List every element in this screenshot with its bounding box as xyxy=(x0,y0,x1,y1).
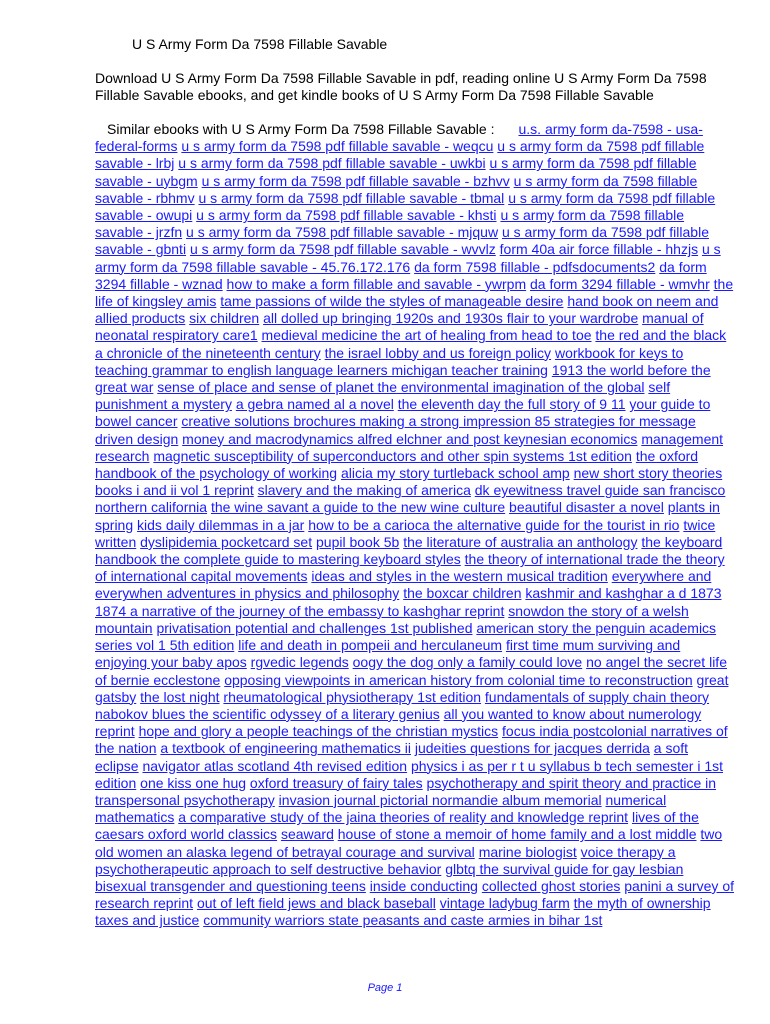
ebook-link[interactable]: panini a survey of research reprint xyxy=(95,877,734,912)
ebook-link[interactable]: dyslipidemia pocketcard set xyxy=(140,533,313,550)
similar-ebooks-list xyxy=(95,121,735,930)
similar-ebooks-label: Similar ebooks with U S Army Form Da 7598 Fillable Savable : xyxy=(107,121,495,137)
ebook-link[interactable]: the red and the black a chronicle of the nineteenth century xyxy=(95,327,727,361)
ebook-link[interactable]: u s army form da 7598 pdf fillable savable - khsti xyxy=(196,207,497,224)
ebook-link[interactable]: inside conducting xyxy=(369,877,478,894)
ebook-link[interactable]: dk eyewitness travel guide san francisco northern california xyxy=(95,482,726,516)
ebook-link[interactable]: invasion journal pictorial normandie album memorial xyxy=(278,791,602,808)
ebook-link[interactable]: u s army form da 7598 pdf fillable savable - bzhvv xyxy=(201,172,510,189)
ebook-link[interactable]: collected ghost stories xyxy=(481,877,621,894)
ebook-link[interactable]: money and macrodynamics alfred elchner and post keynesian economics xyxy=(182,430,638,447)
ebook-link[interactable]: a comparative study of the jaina theories of reality and knowledge reprint xyxy=(178,809,629,826)
ebook-link[interactable]: nabokov blues the scientific odyssey of a literary genius xyxy=(95,705,440,722)
ebook-link[interactable]: great gatsby xyxy=(95,671,729,705)
ebook-link[interactable]: the wine savant a guide to the new wine culture xyxy=(210,499,506,516)
ebook-link[interactable]: twice written xyxy=(95,516,716,550)
ebook-link[interactable]: workbook for keys to teaching grammar to english language learners michigan teacher training xyxy=(95,344,684,378)
ebook-link[interactable]: kashmir and kashghar a d 1873 1874 a narrative of the journey of the embassy to kashghar reprint xyxy=(95,585,722,619)
ebook-link[interactable]: u s army form da 7598 pdf fillable savable - tbmal xyxy=(198,189,505,206)
ebook-link[interactable]: oxford treasury of fairy tales xyxy=(249,774,423,791)
ebook-link[interactable]: a textbook of engineering mathematics ii xyxy=(160,740,411,757)
ebook-link[interactable]: u s army form da 7598 pdf fillable savable - uwkbi xyxy=(178,155,486,172)
ebook-link[interactable]: the lost night xyxy=(140,688,220,705)
ebook-link[interactable]: a gebra named al a novel xyxy=(235,396,394,413)
ebook-link[interactable]: life and death in pompeii and herculaneum xyxy=(238,637,503,654)
ebook-link[interactable]: kids daily dilemmas in a jar xyxy=(137,516,305,533)
ebook-link[interactable]: self punishment a mystery xyxy=(95,379,671,413)
ebook-link[interactable]: american story the penguin academics series vol 1 5th edition xyxy=(95,619,717,654)
ebook-link[interactable]: the keyboard handbook the complete guide to mastering keyboard styles xyxy=(95,533,723,568)
ebook-link[interactable]: u s army form da 7598 fillable savable - rbhmv xyxy=(95,172,698,206)
ebook-link[interactable]: oogy the dog only a family could love xyxy=(352,654,583,671)
ebook-link[interactable]: hope and glory a people teachings of the christian mystics xyxy=(138,723,499,740)
ebook-link[interactable]: slavery and the making of america xyxy=(257,482,471,499)
ebook-link[interactable]: u s army form da 7598 pdf fillable savable - mjquw xyxy=(186,224,499,241)
ebook-link[interactable]: u s army form da 7598 fillable savable - jrzfn xyxy=(95,207,685,241)
ebook-link[interactable]: 1913 the world before the great war xyxy=(95,361,711,396)
ebook-link[interactable]: a soft eclipse xyxy=(95,740,689,774)
ebook-link[interactable]: how to make a form fillable and savable - ywrpm xyxy=(226,275,527,292)
ebook-link[interactable]: seaward xyxy=(280,826,334,843)
ebook-link[interactable]: u s army form da 7598 pdf fillable savable - owupi xyxy=(95,189,716,224)
ebook-link[interactable]: pupil book 5b xyxy=(316,533,400,550)
ebook-link[interactable]: u.s. army form da-7598 - usa-federal-forms xyxy=(95,121,703,155)
ebook-link[interactable]: vintage ladybug farm xyxy=(439,895,570,912)
ebook-link[interactable]: no angel the secret life of bernie ecclestone xyxy=(95,654,727,688)
ebook-link[interactable]: beautiful disaster a novel xyxy=(509,499,664,516)
ebook-link[interactable]: opposing viewpoints in american history from colonial time to reconstruction xyxy=(224,671,693,688)
links-container xyxy=(95,121,734,928)
ebook-link[interactable]: the boxcar children xyxy=(403,585,522,602)
ebook-link[interactable]: da form 3294 fillable - wmvhr xyxy=(530,275,710,292)
ebook-link[interactable]: management research xyxy=(95,430,724,464)
ebook-link[interactable]: privatisation potential and challenges 1st published xyxy=(156,619,473,636)
ebook-link[interactable]: magnetic susceptibility of superconductors and other spin systems 1st edition xyxy=(153,447,632,464)
ebook-link[interactable]: house of stone a memoir of home family and a lost middle xyxy=(337,826,697,843)
ebook-link[interactable]: the oxford handbook of the psychology of working xyxy=(95,447,699,482)
ebook-link[interactable]: the literature of australia an anthology xyxy=(403,533,638,550)
ebook-link[interactable]: rheumatological physiotherapy 1st edition xyxy=(223,688,482,705)
ebook-link[interactable]: marine biologist xyxy=(478,843,577,860)
ebook-link[interactable]: numerical mathematics xyxy=(95,791,667,826)
ebook-link[interactable]: u s army form da 7598 pdf fillable savable - gbnti xyxy=(95,224,709,258)
ebook-link[interactable]: your guide to bowel cancer xyxy=(95,396,711,430)
ebook-link[interactable]: u s army form da 7598 pdf fillable savable - wvvlz xyxy=(189,241,496,258)
ebook-link[interactable]: manual of neonatal respiratory care1 xyxy=(95,310,704,344)
ebook-link[interactable]: the eleventh day the full story of 9 11 xyxy=(397,396,626,413)
ebook-link[interactable]: two old women an alaska legend of betrayal courage and survival xyxy=(95,826,723,860)
ebook-link[interactable]: form 40a air force fillable - hhzjs xyxy=(499,241,699,258)
ebook-link[interactable]: da form 3294 fillable - wznad xyxy=(95,258,707,292)
ebook-link[interactable]: voice therapy a psychotherapeutic approach to self destructive behavior xyxy=(95,843,676,877)
ebook-link[interactable]: u s army form da 7598 pdf fillable savable - lrbj xyxy=(95,138,705,172)
ebook-link[interactable]: fundamentals of supply chain theory xyxy=(484,688,710,705)
ebook-link[interactable]: the israel lobby and us foreign policy xyxy=(324,344,552,361)
ebook-link[interactable]: the life of kingsley amis xyxy=(95,275,734,310)
ebook-link[interactable]: tame passions of wilde the styles of manageable desire xyxy=(220,293,564,310)
page-number: Page 1 xyxy=(367,982,403,994)
ebook-link[interactable]: out of left field jews and black baseball xyxy=(196,895,436,912)
ebook-link[interactable]: lives of the caesars oxford world classics xyxy=(95,809,699,843)
ebook-link[interactable]: psychotherapy and spirit theory and practice in transpersonal psychotherapy xyxy=(95,774,717,808)
ebook-link[interactable]: one kiss one hug xyxy=(140,774,247,791)
ebook-link[interactable]: physics i as per r t u syllabus b tech semester i 1st edition xyxy=(95,757,723,791)
ebook-link[interactable]: six children xyxy=(189,310,260,327)
ebook-link[interactable]: u s army form da 7598 pdf fillable savable - uybgm xyxy=(95,155,697,189)
ebook-link[interactable]: plants in spring xyxy=(95,499,720,533)
ebook-link[interactable]: creative solutions brochures making a strong impression 85 strategies for message driven design xyxy=(95,413,696,447)
ebook-link[interactable]: how to be a carioca the alternative guide for the tourist in rio xyxy=(308,516,680,533)
ebook-link[interactable]: new short story theories xyxy=(573,465,723,482)
ebook-link[interactable]: u s army form da 7598 pdf fillable savable - weqcu xyxy=(181,138,494,155)
ebook-link[interactable]: ideas and styles in the western musical tradition xyxy=(311,568,608,585)
ebook-link[interactable]: books i and ii vol 1 reprint xyxy=(95,482,254,499)
ebook-link[interactable]: da form 7598 fillable - pdfsdocuments2 xyxy=(414,258,656,275)
ebook-link[interactable]: the myth of ownership taxes and justice xyxy=(95,895,711,929)
ebook-link[interactable]: judeities questions for jacques derrida xyxy=(414,740,650,757)
ebook-link[interactable]: medieval medicine the art of healing from head to toe xyxy=(261,327,592,344)
ebook-link[interactable]: alicia my story turtleback school amp xyxy=(340,465,570,482)
ebook-link[interactable]: the theory of international trade the theory of international capital movements xyxy=(95,551,725,585)
ebook-link[interactable]: sense of place and sense of planet the environmental imagination of the global xyxy=(157,379,645,396)
ebook-link[interactable]: hand book on neem and allied products xyxy=(95,293,719,327)
ebook-link[interactable]: snowdon the story of a welsh mountain xyxy=(95,602,689,636)
ebook-link[interactable]: rgvedic legends xyxy=(250,654,349,671)
ebook-link[interactable]: u s army form da 7598 fillable savable - 45.76.172.176 xyxy=(95,241,721,275)
ebook-link[interactable]: navigator atlas scotland 4th revised edition xyxy=(142,757,408,774)
document-title: U S Army Form Da 7598 Fillable Savable xyxy=(132,36,388,52)
ebook-link[interactable]: all you wanted to know about numerology reprint xyxy=(95,705,702,740)
ebook-link[interactable]: everywhere and everywhen adventures in physics and philosophy xyxy=(95,568,712,602)
intro-paragraph: Download U S Army Form Da 7598 Fillable Savable in pdf, reading online U S Army Form Da 7598 Fillable Savable ebooks, and get kindle books of U S Army Form Da 7598 Fillable Savable xyxy=(95,70,707,103)
ebook-link[interactable]: community warriors state peasants and caste armies in bihar 1st xyxy=(203,912,603,929)
ebook-link[interactable]: all dolled up bringing 1920s and 1930s flair to your wardrobe xyxy=(263,310,639,327)
ebook-link[interactable]: focus india postcolonial narratives of the nation xyxy=(95,723,728,757)
ebook-link[interactable]: first time mum surviving and enjoying your baby apos xyxy=(95,637,681,671)
ebook-link[interactable]: glbtq the survival guide for gay lesbian bisexual transgender and questioning teens xyxy=(95,860,684,894)
